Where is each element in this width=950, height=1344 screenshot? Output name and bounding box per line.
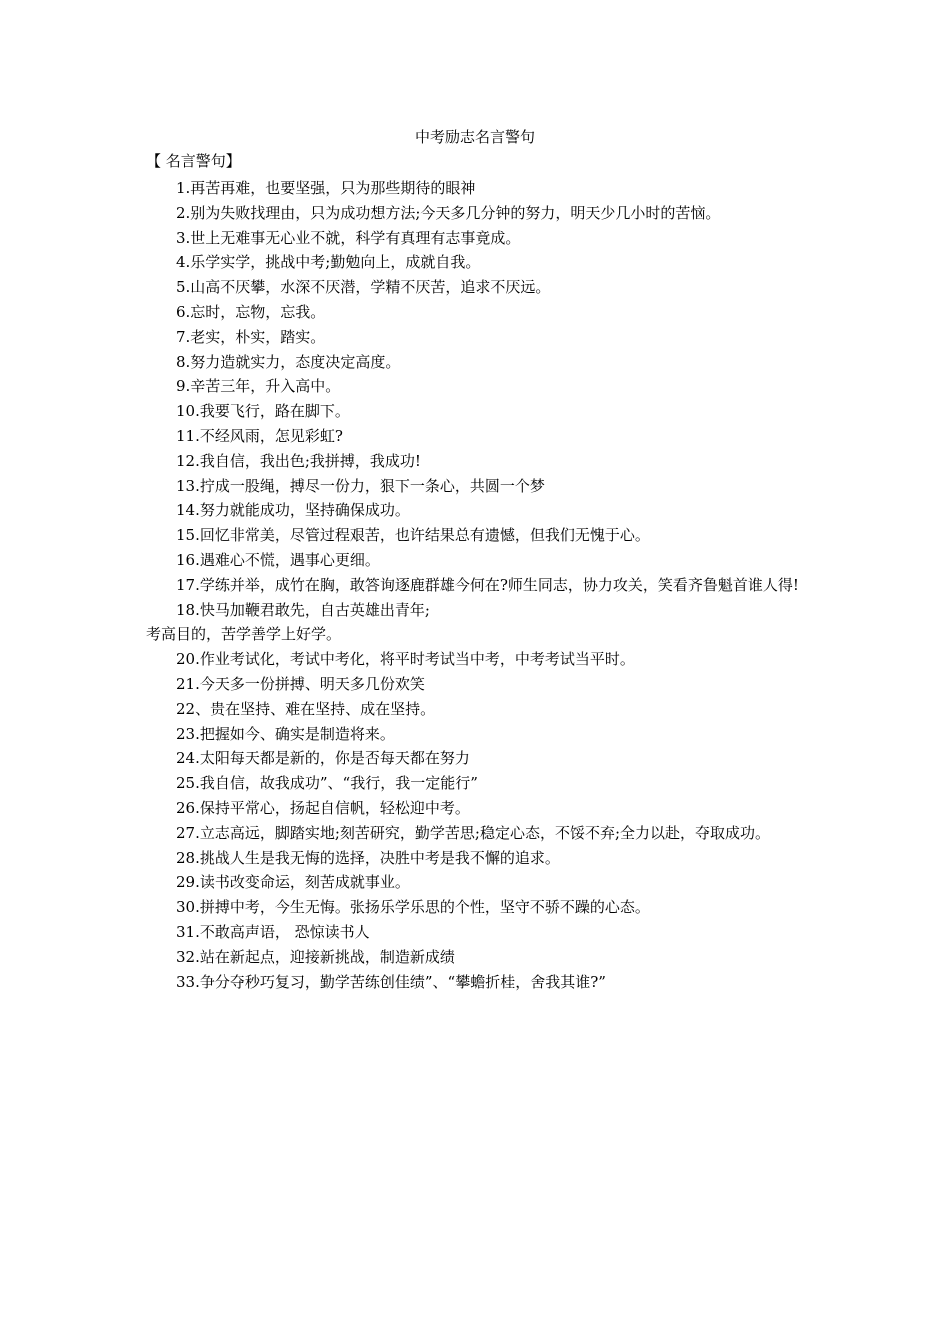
quote-item: 24.太阳每天都是新的，你是否每天都在努力	[176, 749, 470, 768]
quote-item: 9.辛苦三年，升入高中。	[176, 377, 341, 396]
quote-item: 12.我自信，我出色;我拼搏，我成功!	[176, 451, 421, 470]
quote-item: 3.世上无难事无心业不就，科学有真理有志事竟成。	[176, 228, 521, 247]
quote-item: 14.努力就能成功，坚持确保成功。	[176, 501, 410, 520]
quote-item: 17.学练并举，成竹在胸，敢答询逐鹿群雄今何在?师生同志，协力攻关，笑看齐鲁魁首谁人得!	[176, 575, 799, 594]
quote-item: 10.我要飞行，路在脚下。	[176, 402, 350, 421]
quote-item: 5.山高不厌攀，水深不厌潜，学精不厌苦，追求不厌远。	[176, 278, 551, 297]
quote-item: 29.读书改变命运，刻苦成就事业。	[176, 873, 410, 892]
quote-item: 22、贵在坚持、难在坚持、成在坚持。	[176, 699, 436, 718]
quote-item: 13.拧成一股绳，搏尽一份力，狠下一条心，共圆一个梦	[176, 476, 545, 495]
quote-item: 6.忘时，忘物，忘我。	[176, 302, 326, 321]
quote-item: 20.作业考试化，考试中考化，将平时考试当中考，中考考试当平时。	[176, 650, 635, 669]
quote-item: 1.再苦再难，也要坚强，只为那些期待的眼神	[176, 179, 476, 197]
quote-item: 16.遇难心不慌，遇事心更细。	[176, 550, 380, 569]
quote-item: 28.挑战人生是我无悔的选择，决胜中考是我不懈的追求。	[176, 848, 560, 867]
quote-item: 30.拼搏中考，今生无悔。张扬乐学乐思的个性，坚守不骄不躁的心态。	[176, 898, 650, 917]
quote-item: 8.努力造就实力，态度决定高度。	[176, 352, 401, 371]
section-heading: 【 名言警句】	[146, 152, 241, 170]
quote-list	[146, 176, 814, 994]
quote-item: 25.我自信，故我成功”、“我行，我一定能行”	[176, 774, 478, 793]
quote-item: 7.老实，朴实，踏实。	[176, 327, 326, 346]
quote-item: 15.回忆非常美，尽管过程艰苦，也许结果总有遗憾，但我们无愧于心。	[176, 526, 650, 545]
quote-item: 33.争分夺秒巧复习，勤学苦练创佳绩”、“攀蟾折桂，舍我其谁?”	[176, 972, 606, 991]
quote-item: 27.立志高远，脚踏实地;刻苦研究，勤学苦思;稳定心态，不馁不弃;全力以赴，夺取成功。	[176, 823, 771, 842]
quote-item: 26.保持平常心，扬起自信帆，轻松迎中考。	[176, 798, 470, 817]
quote-item: 考高目的，苦学善学上好学。	[146, 625, 342, 644]
quote-item: 11.不经风雨，怎见彩虹?	[176, 426, 343, 445]
quote-item: 32.站在新起点，迎接新挑战，制造新成绩	[176, 947, 455, 966]
quote-item: 2.别为失败找理由，只为成功想方法;今天多几分钟的努力，明天少几小时的苦恼。	[176, 203, 721, 222]
quote-item: 18.快马加鞭君敢先，自古英雄出青年;	[176, 600, 430, 619]
quote-item: 4.乐学实学，挑战中考;勤勉向上，成就自我。	[176, 253, 481, 272]
document-title: 中考励志名言警句	[414, 128, 535, 146]
quote-item: 31.不敢高声语， 恐惊读书人	[176, 922, 370, 941]
quote-item: 21.今天多一份拼搏、明天多几份欢笑	[176, 674, 425, 693]
quote-item: 23.把握如今、确实是制造将来。	[176, 724, 395, 743]
